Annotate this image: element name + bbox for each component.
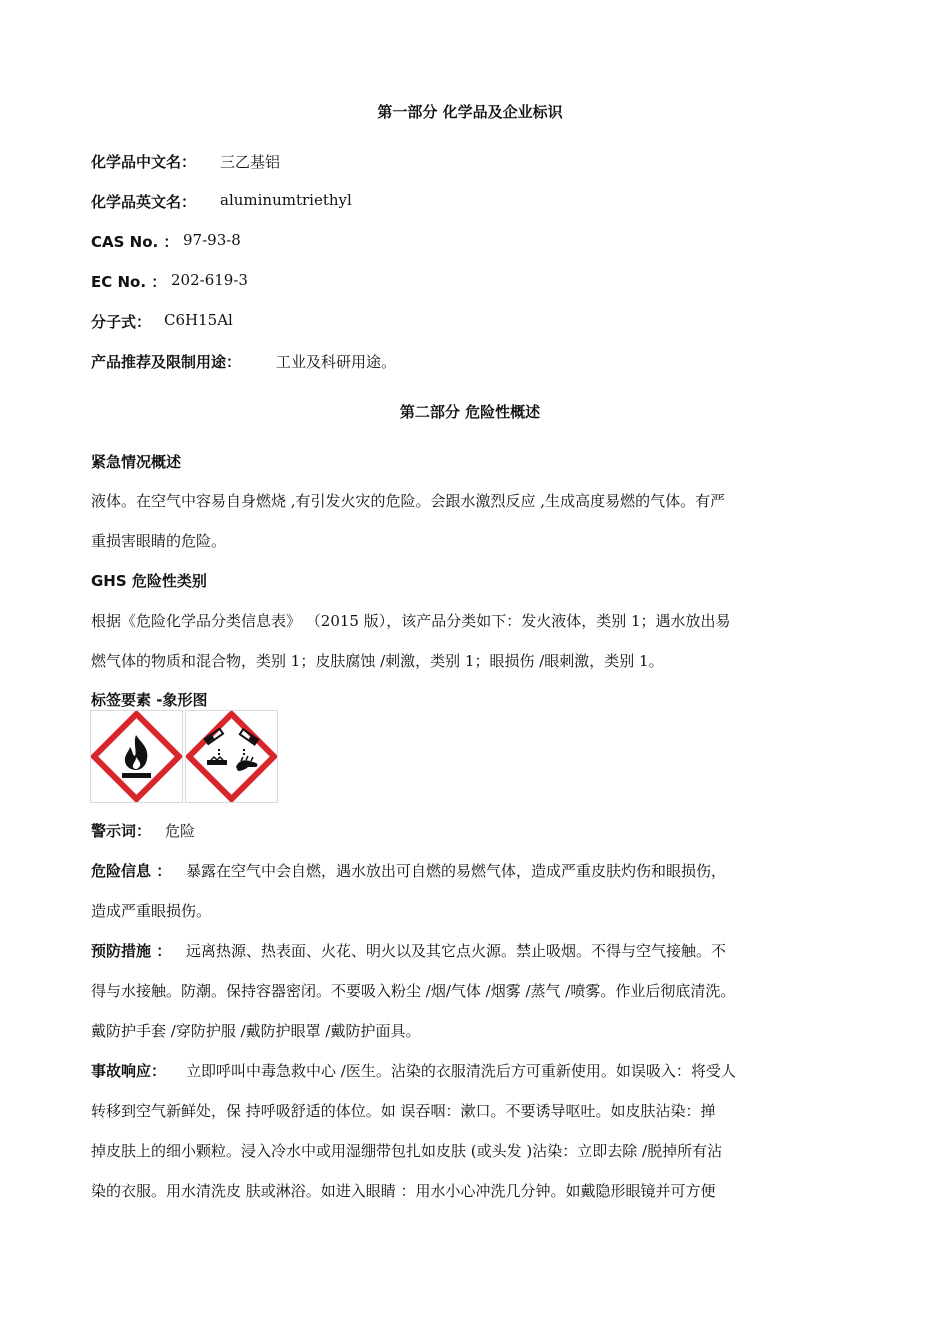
en-name-label: 化学品英文名： — [91, 193, 197, 211]
emergency-text-line-1: 液体。在空气中容易自身燃烧 ,有引发火灾的危险。会跟水激烈反应 ,生成高度易燃的气体。有严 — [91, 492, 726, 510]
hazard-info-label: 危险信息 ： — [91, 862, 172, 880]
use-value: 工业及科研用途。 — [276, 353, 397, 371]
formula-label: 分子式： — [91, 313, 152, 331]
cas-value: 97-93-8 — [183, 231, 241, 249]
ghs-text-line-1: 根据《危险化学品分类信息表》 （2015 版），该产品分类如下：发火液体，类别 1；遇水放出易 — [91, 612, 731, 630]
corrosion-icon — [186, 711, 277, 802]
en-name-value: aluminumtriethyl — [220, 191, 352, 209]
cn-name-label: 化学品中文名： — [91, 153, 197, 171]
hazard-info-line-1: 暴露在空气中会自燃，遇水放出可自燃的易燃气体，造成严重皮肤灼伤和眼损伤， — [186, 862, 727, 880]
ghs-flame-pictogram — [90, 710, 183, 803]
prevention-label: 预防措施 ： — [91, 942, 172, 960]
formula-value: C6H15Al — [164, 311, 233, 329]
response-label: 事故响应： — [91, 1062, 167, 1080]
cn-name-value: 三乙基铝 — [220, 153, 281, 171]
ec-value: 202-619-3 — [171, 271, 248, 289]
prevention-line-3: 戴防护手套 /穿防护服 /戴防护眼罩 /戴防护面具。 — [91, 1022, 421, 1040]
prevention-line-1: 远离热源、热表面、火花、明火以及其它点火源。禁止吸烟。不得与空气接触。不 — [186, 942, 727, 960]
emergency-text-line-2: 重损害眼睛的危险。 — [91, 532, 227, 550]
section-2-title: 第二部分 危险性概述 — [399, 403, 541, 421]
response-line-4: 染的衣服。用水清洗皮 肤或淋浴。如进入眼睛 ：用水小心冲洗几分钟。如戴隐形眼镜并可方便 — [91, 1182, 716, 1200]
prevention-line-2: 得与水接触。防潮。保持容器密闭。不要吸入粉尘 /烟/气体 /烟雾 /蒸气 /喷雾。作业后彻底清洗。 — [91, 982, 736, 1000]
label-elements-heading: 标签要素 -象形图 — [91, 691, 208, 709]
section-1-title: 第一部分 化学品及企业标识 — [377, 103, 563, 121]
ghs-corrosion-pictogram — [185, 710, 278, 803]
ghs-heading: GHS 危险性类别 — [91, 572, 207, 590]
emergency-heading: 紧急情况概述 — [91, 453, 182, 471]
response-line-3: 掉皮肤上的细小颗粒。浸入冷水中或用湿绷带包扎如皮肤 (或头发 )沾染：立即去除 /脱掉所有沾 — [91, 1142, 723, 1160]
ghs-text-line-2: 燃气体的物质和混合物，类别 1；皮肤腐蚀 /刺激，类别 1；眼损伤 /眼刺激，类别 1。 — [91, 652, 664, 670]
response-line-1: 立即呼叫中毒急救中心 /医生。沾染的衣服清洗后方可重新使用。如误吸入：将受人 — [186, 1062, 736, 1080]
signal-word-value: 危险 — [165, 822, 196, 840]
use-label: 产品推荐及限制用途： — [91, 353, 242, 371]
signal-word-label: 警示词： — [91, 822, 152, 840]
cas-label: CAS No. ： — [91, 233, 179, 251]
flame-icon — [91, 711, 182, 802]
hazard-info-line-2: 造成严重眼损伤。 — [91, 902, 212, 920]
response-line-2: 转移到空气新鲜处，保 持呼吸舒适的体位。如 误吞咽：漱口。不要诱导呕吐。如皮肤沾染：掸 — [91, 1102, 716, 1120]
ec-label: EC No. ： — [91, 273, 167, 291]
